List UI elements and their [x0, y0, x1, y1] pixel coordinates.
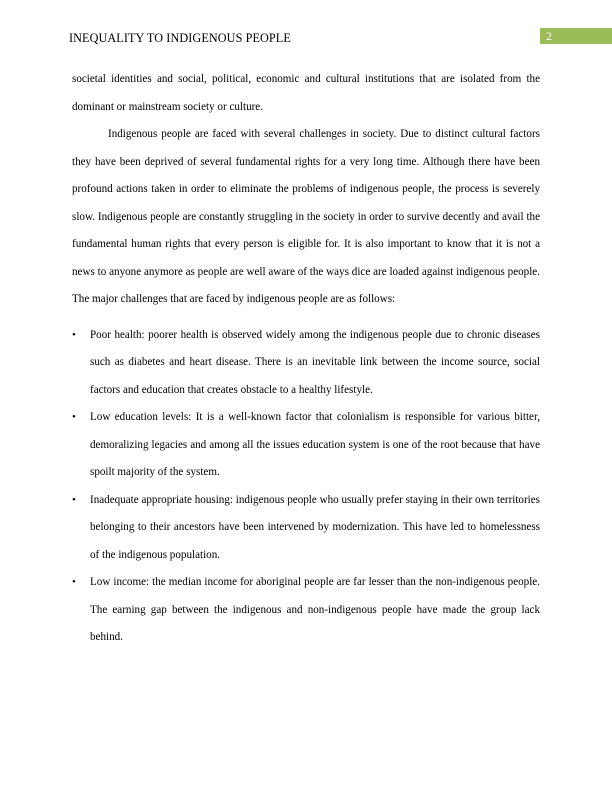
bullet-icon: • [72, 411, 76, 423]
paragraph-continued: societal identities and social, political, economic and cultural institutions that are isolated from the dominant or mainstream society or culture. [72, 73, 540, 113]
list-item-text: Poor health: poorer health is observed widely among the indigenous people due to chronic diseases such as diabetes and heart disease. There is an inevitable link between the income source, social factors and education that creates obstacle to a healthy lifestyle. [90, 328, 540, 396]
paragraph-challenges-intro: Indigenous people are faced with several challenges in society. Due to distinct cultural factors they have been deprived of several fundamental rights for a very long time. Although there have been profound actions taken in order to eliminate the problems of indigenous people, the process is severely slow. Indigenous people are constantly struggling in the society in order to survive decently and avail the fundamental human rights that every person is eligible for. It is also important to know that it is not a news to anyone anymore as people are well aware of the ways dice are loaded against indigenous people. The major challenges that are faced by indigenous people are as follows: [72, 128, 540, 305]
list-item [72, 487, 540, 570]
list-item [72, 569, 540, 652]
list-item-text: Low income: the median income for aboriginal people are far lesser than the non-indigenous people. The earning gap between the indigenous and non-indigenous people have made the group lack behind. [90, 576, 540, 643]
running-head-title: INEQUALITY TO INDIGENOUS PEOPLE [69, 31, 291, 45]
bullet-icon: • [72, 328, 76, 341]
document-body [72, 66, 540, 652]
page-number-badge: 2 [540, 28, 612, 44]
bullet-icon: • [72, 576, 76, 588]
list-item-text: Low education levels: It is a well-known factor that colonialism is responsible for various bitter, demoralizing legacies and among all the issues education system is one of the root because that have spoilt majority of the system. [90, 411, 540, 478]
list-item [72, 404, 540, 487]
challenges-list [72, 322, 540, 652]
list-item-text: Inadequate appropriate housing: indigenous people who usually prefer staying in their own territories belonging to their ancestors have been intervened by modernization. This have led to homelessness of the indigenous population. [90, 493, 540, 561]
bullet-icon: • [72, 493, 76, 506]
list-item [72, 322, 540, 405]
